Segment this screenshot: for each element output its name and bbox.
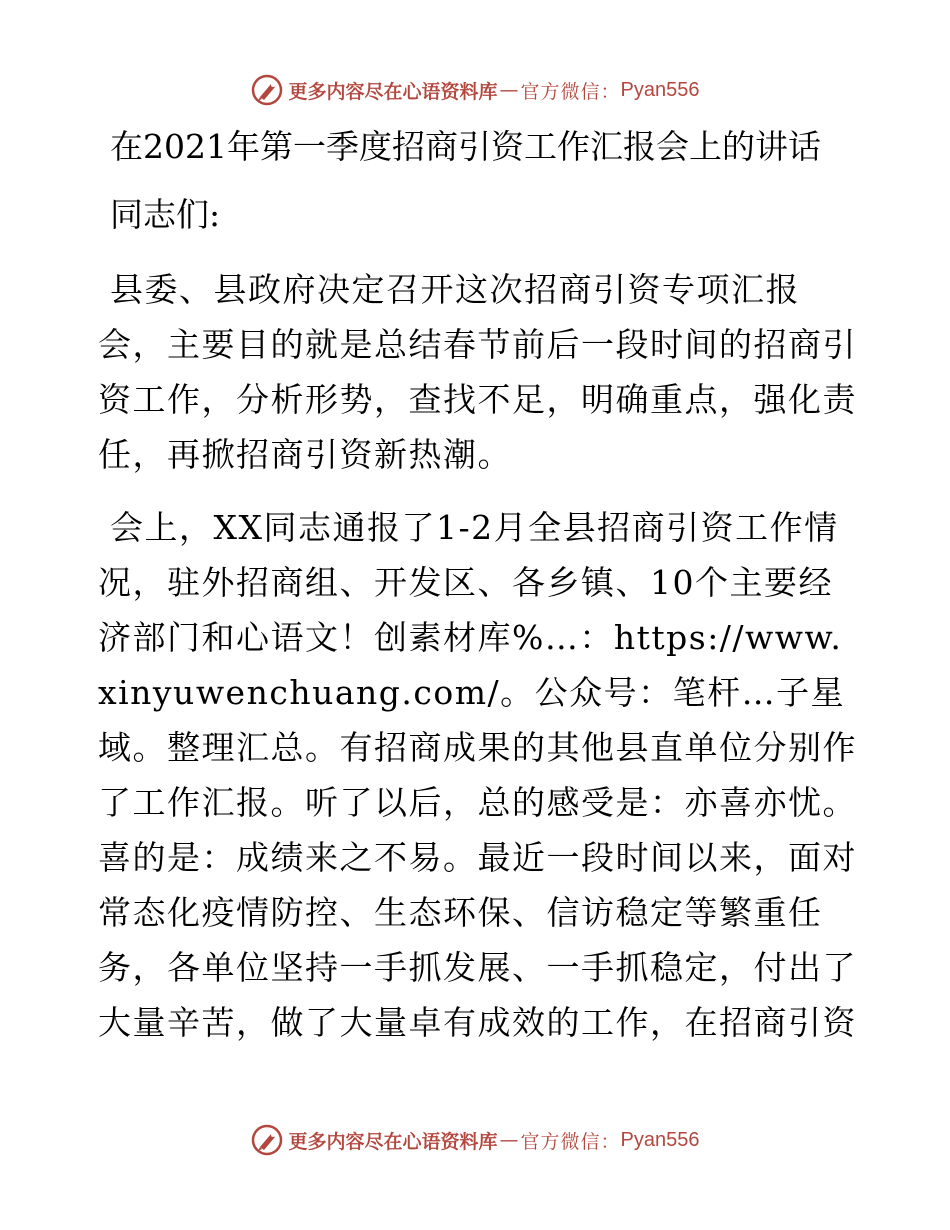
watermark-wechat-id: Pyan556 xyxy=(620,78,700,101)
watermark-wechat-id: Pyan556 xyxy=(620,1128,700,1151)
watermark-brand: 更多内容尽在心语资料库 xyxy=(288,1130,498,1153)
watermark-wechat-label: 官方微信： xyxy=(520,1130,621,1153)
paragraph: 县委、县政府决定召开这次招商引资专项汇报会，主要目的就是总结春节前后一段时间的招商引资工作，分析形势，查找不足，明确重点，强化责任，再掀招商引资新热潮。 xyxy=(98,270,857,474)
watermark-separator: — xyxy=(499,1129,519,1151)
document-title: 在2021年第一季度招商引资工作汇报会上的讲话 xyxy=(110,127,821,166)
pen-logo-icon xyxy=(251,74,283,106)
watermark-brand: 更多内容尽在心语资料库 xyxy=(288,80,498,103)
paragraph: 会上，XX同志通报了1-2月全县招商引资工作情况，驻外招商组、开发区、各乡镇、10个主要经济部门和心语文！创素材库%…：https://www.xinyuwenchuang.com/。公众号：笔杆…子星域。整理汇总。有招商成果的其他县直单位分别作了工作汇报。听了以后，总的感受是：亦喜亦忧。喜的是：成绩来之不易。最近一段时间以来，面对常态化疫情防控、生态环保、信访稳定等繁重任务，各单位坚持一手抓发展、一手抓稳定，付出了大量辛苦，做了大量卓有成效的工作，在招商引资 xyxy=(98,508,857,1042)
document-body xyxy=(98,118,858,1068)
salutation: 同志们: xyxy=(110,195,221,234)
header-watermark-banner xyxy=(0,70,950,110)
footer-watermark-banner xyxy=(0,1120,950,1160)
watermark-wechat-label: 官方微信： xyxy=(520,80,621,103)
pen-logo-icon xyxy=(251,1124,283,1156)
watermark-separator: — xyxy=(499,79,519,101)
